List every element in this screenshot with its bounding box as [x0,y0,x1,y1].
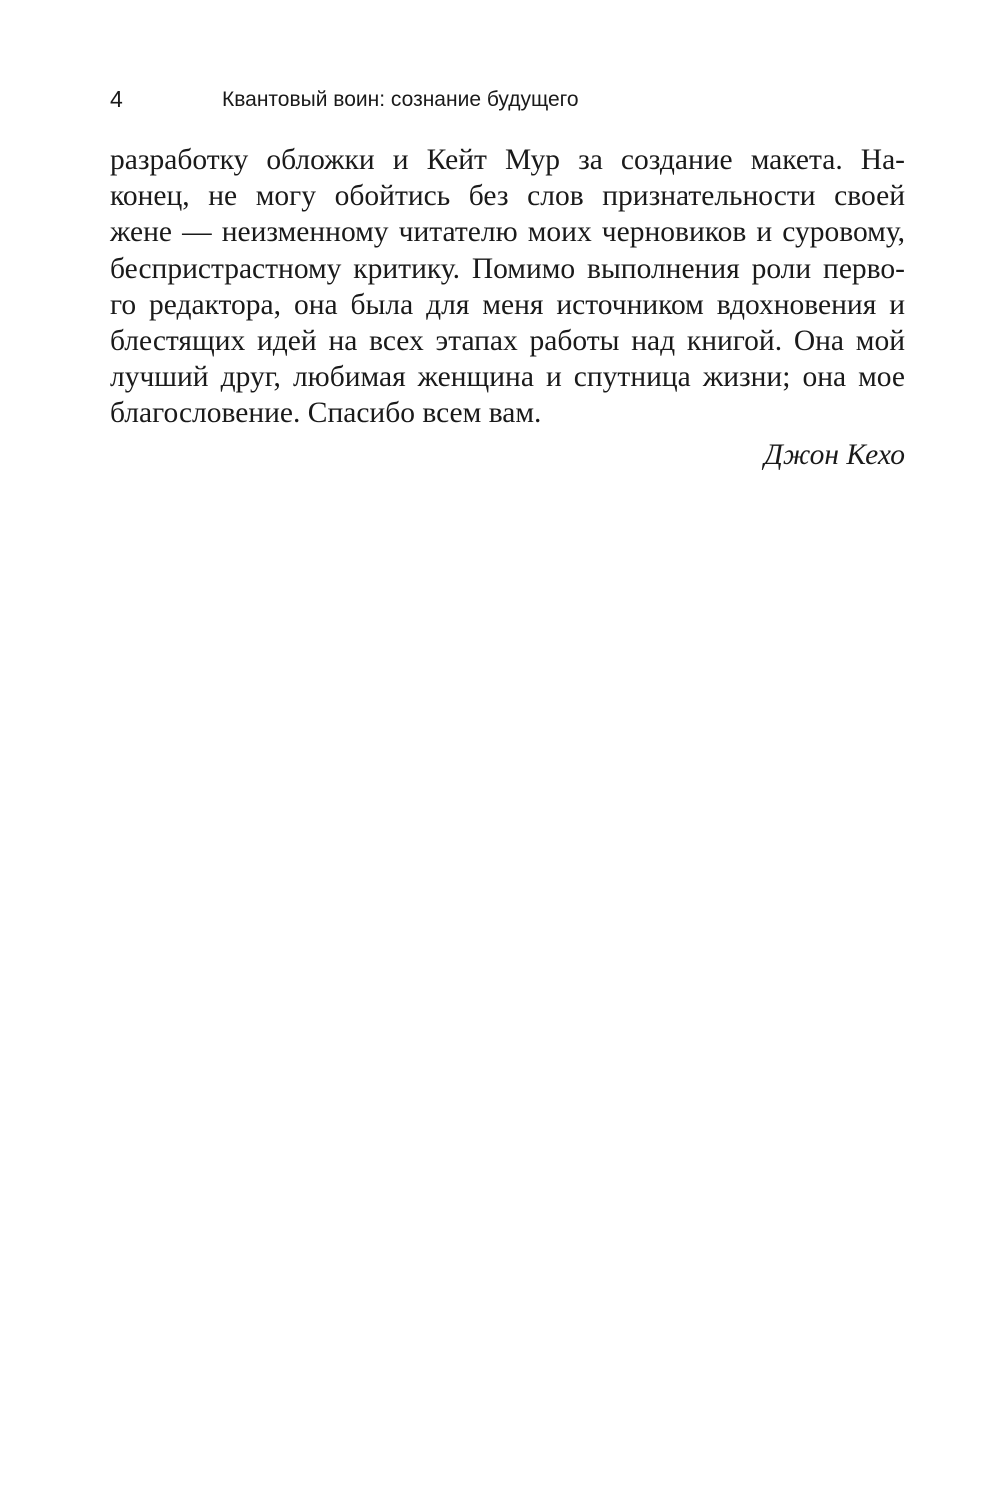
text-line: блестящих идей на всех этапах работы над книгой. Она мой [110,324,905,357]
body-text [110,142,905,432]
text-line: жене — неизменному читателю моих черновиков и суровому, [110,216,905,249]
page-number: 4 [110,86,123,112]
running-title: Квантовый воин: сознание будущего [222,88,579,111]
text-line: конец, не могу обойтись без слов признательности своей [110,180,905,213]
author-signature: Джон Кехо [764,439,905,471]
text-line: лучший друг, любимая женщина и спутница жизни; она мое [110,361,905,394]
running-head [110,84,905,120]
text-line-last: благословение. Спасибо всем вам. [110,397,542,430]
text-line: разработку обложки и Кейт Мур за создание макета. На- [110,144,905,176]
text-line: го редактора, она была для меня источником вдохновения и [110,288,905,321]
text-line: беспристрастному критику. Помимо выполнения роли перво- [110,252,905,285]
